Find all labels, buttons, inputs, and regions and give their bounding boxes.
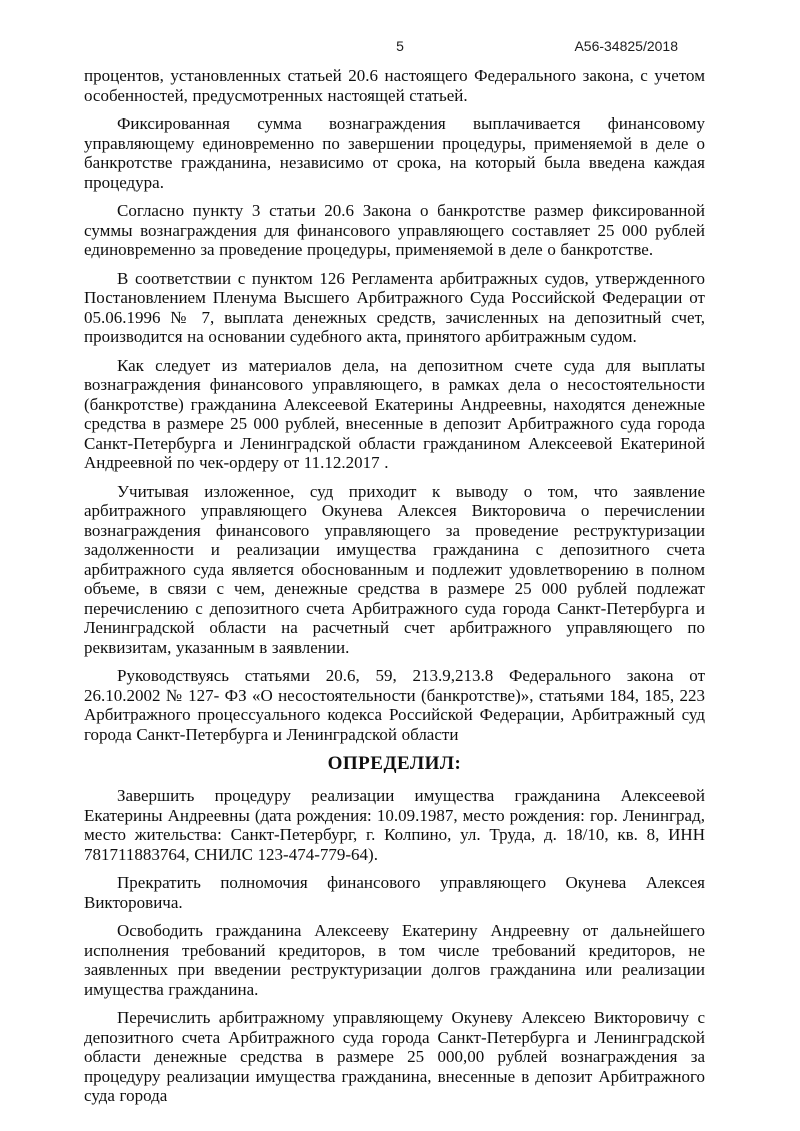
page-number: 5 — [396, 38, 404, 54]
body-paragraph: процентов, установленных статьей 20.6 настоящего Федерального закона, с учетом особенностей, предусмотренных настоящей статьей. — [84, 66, 705, 105]
body-paragraph: Перечислить арбитражному управляющему Окуневу Алексею Викторовичу с депозитного счета Арбитражного суда города Санкт-Петербурга и Ленинградской области денежные средства в размере 25 000,00 рублей вознаграждения за процедуру реализации имущества гражданина, внесенные в депозит Арбитражного суда города — [84, 1008, 705, 1105]
body-paragraph: Как следует из материалов дела, на депозитном счете суда для выплаты вознаграждения финансового управляющего, в рамках дела о несостоятельности (банкротстве) гражданина Алексеевой Екатерины Андреевны, находятся денежные средства в размере 25 000 рублей, внесенные в депозит Арбитражного суда города Санкт-Петербурга и Ленинградской области гражданином Алексеевой Екатериной Андреевной по чек-ордеру от 11.12.2017 . — [84, 355, 705, 472]
document-body — [84, 66, 705, 1115]
body-paragraph: В соответствии с пунктом 126 Регламента арбитражных судов, утвержденного Постановлением Пленума Высшего Арбитражного Суда Российской Федерации от 05.06.1996 № 7, выплата денежных средств, зачисленных на депозитный счет, производится на основании судебного акта, принятого арбитражным судом. — [84, 268, 705, 346]
body-paragraph: Фиксированная сумма вознаграждения выплачивается финансовому управляющему единовременно по завершении процедуры, применяемой в деле о банкротстве гражданина, независимо от срока, на который была введена каждая процедура. — [84, 114, 705, 192]
resolution-heading: ОПРЕДЕЛИЛ: — [327, 753, 462, 774]
motivation-section — [84, 66, 705, 744]
body-paragraph: Освободить гражданина Алексееву Екатерину Андреевну от дальнейшего исполнения требований кредиторов, в том числе требований кредиторов, не заявленных при введении реструктуризации долгов гражданина или реализации имущества гражданина. — [84, 921, 705, 999]
body-paragraph: Завершить процедуру реализации имущества гражданина Алексеевой Екатерины Андреевны (дата рождения: 10.09.1987, место рождения: гор. Ленинград, место жительства: Санкт-Петербург, г. Колпино, ул. Труда, д. 18/10, кв. 8, ИНН 781711883764, СНИЛС 123-474-779-64). — [84, 786, 705, 864]
body-paragraph: Прекратить полномочия финансового управляющего Окунева Алексея Викторовича. — [84, 873, 705, 912]
case-number: А56-34825/2018 — [574, 38, 678, 54]
body-paragraph: Учитывая изложенное, суд приходит к выводу о том, что заявление арбитражного управляющего Окунева Алексея Викторовича о перечислении вознаграждения финансового управляющего за проведение реструктуризации задолженности и реализации имущества гражданина с депозитного счета арбитражного суда является обоснованным и подлежит удовлетворению в полном объеме, в связи с чем, денежные средства в размере 25 000 рублей подлежат перечислению с депозитного счета Арбитражного суда города Санкт-Петербурга и Ленинградской области на расчетный счет арбитражного управляющего по реквизитам, указанным в заявлении. — [84, 481, 705, 657]
body-paragraph: Руководствуясь статьями 20.6, 59, 213.9,213.8 Федерального закона от 26.10.2002 № 127- ФЗ «О несостоятельности (банкротстве)», статьями 184, 185, 223 Арбитражного процессуального кодекса Российской Федерации, Арбитражный суд города Санкт-Петербурга и Ленинградской области — [84, 666, 705, 744]
page-header — [0, 38, 800, 58]
body-paragraph: Согласно пункту 3 статьи 20.6 Закона о банкротстве размер фиксированной суммы вознаграждения для финансового управляющего составляет 25 000 рублей единовременно за проведение процедуры, применяемой в деле о банкротстве. — [84, 201, 705, 259]
resolution-section — [84, 786, 705, 1106]
